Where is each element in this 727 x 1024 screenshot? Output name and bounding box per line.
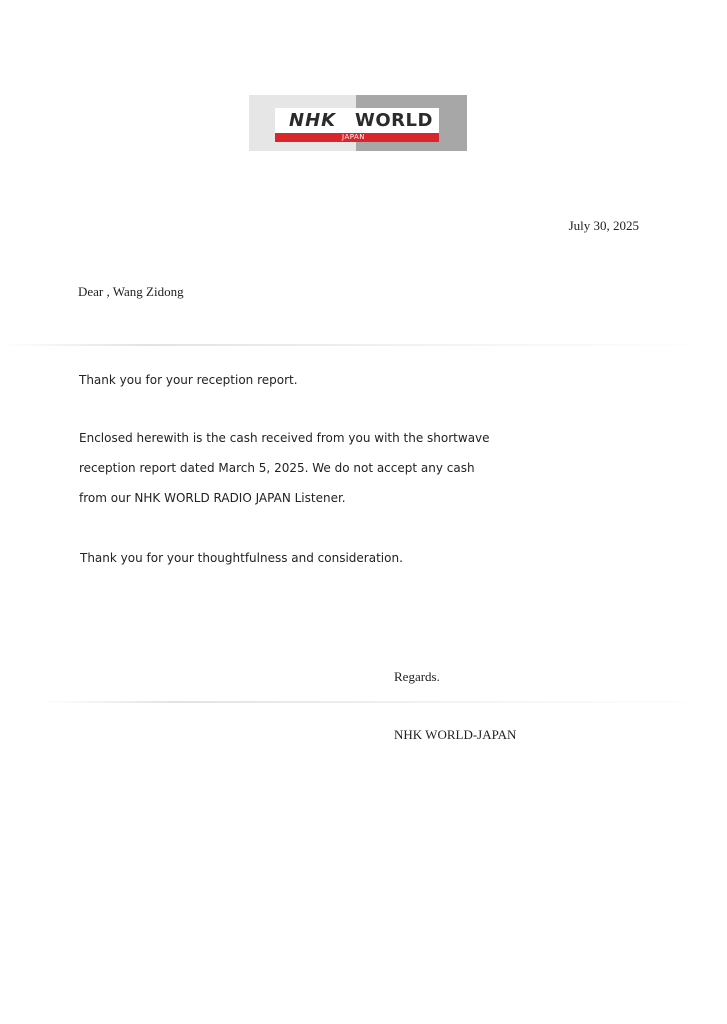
scan-artifact [0, 344, 727, 346]
nhk-world-logo [249, 95, 467, 151]
salutation: Dear , Wang Zidong [78, 284, 184, 299]
logo-nhk-text: NHK [289, 110, 337, 131]
paragraph-enclosed-line-3: from our NHK WORLD RADIO JAPAN Listener. [79, 491, 346, 505]
logo-red-band [275, 133, 439, 142]
closing: Regards. [394, 669, 440, 684]
letter-date: July 30, 2025 [568, 218, 639, 233]
paragraph-enclosed-line-1: Enclosed herewith is the cash received from you with the shortwave [79, 431, 490, 445]
scan-artifact [40, 701, 720, 703]
paragraph-consideration: Thank you for your thoughtfulness and consideration. [80, 551, 403, 565]
logo-japan-text: JAPAN [342, 133, 366, 141]
paragraph-thanks: Thank you for your reception report. [79, 373, 298, 387]
logo-panel [275, 108, 439, 142]
signature: NHK WORLD-JAPAN [394, 727, 517, 742]
paragraph-enclosed-line-2: reception report dated March 5, 2025. We do not accept any cash [79, 461, 475, 475]
logo-world-text: WORLD [355, 110, 433, 131]
